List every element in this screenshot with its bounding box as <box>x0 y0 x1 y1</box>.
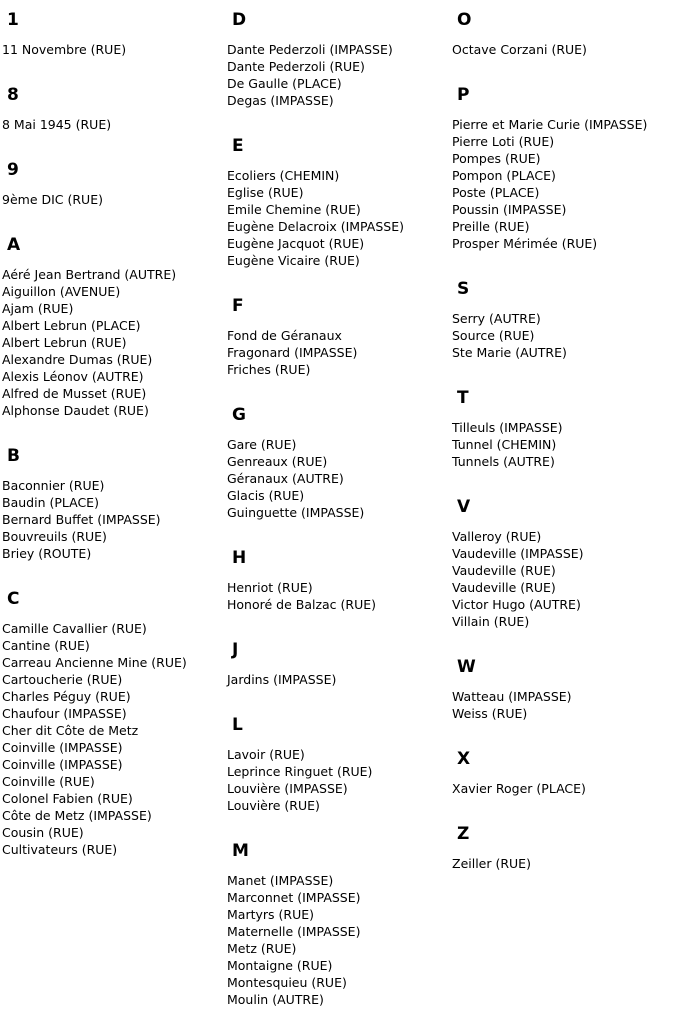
letter-section <box>450 824 675 872</box>
section-letter-heading: G <box>232 405 246 425</box>
street-entry: Guinguette (IMPASSE) <box>227 505 365 520</box>
street-entry-list <box>225 327 450 378</box>
street-entry: Gare (RUE) <box>227 437 297 452</box>
street-entry: Friches (RUE) <box>227 362 311 377</box>
street-entry-list <box>450 41 675 58</box>
section-letter-heading: Z <box>457 824 470 844</box>
letter-section <box>225 136 450 269</box>
street-entry: Coinville (RUE) <box>2 774 95 789</box>
street-entry: Poussin (IMPASSE) <box>452 202 567 217</box>
street-entry: Maternelle (IMPASSE) <box>227 924 361 939</box>
section-letter-heading: X <box>457 749 471 769</box>
street-entry: Honoré de Balzac (RUE) <box>227 597 377 612</box>
letter-section <box>0 85 225 133</box>
street-entry: Tunnel (CHEMIN) <box>452 437 557 452</box>
street-entry: Emile Chemine (RUE) <box>227 202 361 217</box>
street-entry: Martyrs (RUE) <box>227 907 314 922</box>
section-letter-heading: B <box>7 446 20 466</box>
section-letter-heading: D <box>232 10 247 30</box>
section-letter-heading: E <box>232 136 244 156</box>
street-entry-list <box>225 579 450 613</box>
street-entry-list <box>225 872 450 1008</box>
section-letter-heading: V <box>457 497 471 517</box>
street-entry: Vaudeville (RUE) <box>452 563 556 578</box>
street-entry: Ste Marie (AUTRE) <box>452 345 567 360</box>
street-entry: Aiguillon (AVENUE) <box>2 284 121 299</box>
street-entry: Vaudeville (IMPASSE) <box>452 546 584 561</box>
street-entry: Ecoliers (CHEMIN) <box>227 168 340 183</box>
letter-section <box>450 10 675 58</box>
street-entry: Victor Hugo (AUTRE) <box>452 597 581 612</box>
street-entry: Charles Péguy (RUE) <box>2 689 131 704</box>
street-entry: Watteau (IMPASSE) <box>452 689 572 704</box>
street-entry: Glacis (RUE) <box>227 488 305 503</box>
section-letter-heading: T <box>457 388 469 408</box>
street-entry: Pierre et Marie Curie (IMPASSE) <box>452 117 648 132</box>
street-entry: De Gaulle (PLACE) <box>227 76 342 91</box>
street-entry-list <box>450 528 675 630</box>
index-column <box>225 0 450 1008</box>
street-entry-list <box>450 780 675 797</box>
section-letter-heading: W <box>457 657 476 677</box>
section-letter-heading: 8 <box>7 85 19 105</box>
street-entry: Eglise (RUE) <box>227 185 304 200</box>
street-entry: Cantine (RUE) <box>2 638 90 653</box>
street-entry-list <box>225 746 450 814</box>
street-entry: Baudin (PLACE) <box>2 495 99 510</box>
street-entry: Eugène Jacquot (RUE) <box>227 236 365 251</box>
street-entry: Pierre Loti (RUE) <box>452 134 555 149</box>
street-entry: Poste (PLACE) <box>452 185 540 200</box>
letter-section <box>225 841 450 1008</box>
street-entry-list <box>225 167 450 269</box>
street-entry: Fond de Géranaux <box>227 328 342 343</box>
street-entry: Bernard Buffet (IMPASSE) <box>2 512 161 527</box>
letter-section <box>225 10 450 109</box>
letter-section <box>225 640 450 688</box>
street-entry: Lavoir (RUE) <box>227 747 305 762</box>
street-entry: Cartoucherie (RUE) <box>2 672 123 687</box>
street-entry-list <box>450 855 675 872</box>
street-entry: Cousin (RUE) <box>2 825 84 840</box>
street-entry: Cher dit Côte de Metz <box>2 723 139 738</box>
street-entry: Valleroy (RUE) <box>452 529 542 544</box>
street-entry: Cultivateurs (RUE) <box>2 842 118 857</box>
street-entry: Dante Pederzoli (IMPASSE) <box>227 42 393 57</box>
street-entry: Albert Lebrun (RUE) <box>2 335 127 350</box>
street-entry-list <box>450 116 675 252</box>
letter-section <box>225 548 450 613</box>
street-entry: Bouvreuils (RUE) <box>2 529 107 544</box>
street-entry: Colonel Fabien (RUE) <box>2 791 133 806</box>
street-entry: Montesquieu (RUE) <box>227 975 347 990</box>
street-entry: Aéré Jean Bertrand (AUTRE) <box>2 267 177 282</box>
street-entry-list <box>450 688 675 722</box>
street-entry: Xavier Roger (PLACE) <box>452 781 586 796</box>
street-entry: Alphonse Daudet (RUE) <box>2 403 149 418</box>
street-entry: Briey (ROUTE) <box>2 546 92 561</box>
street-entry: Source (RUE) <box>452 328 535 343</box>
section-letter-heading: F <box>232 296 244 316</box>
street-entry: 8 Mai 1945 (RUE) <box>2 117 112 132</box>
street-entry: Weiss (RUE) <box>452 706 528 721</box>
section-letter-heading: O <box>457 10 472 30</box>
street-entry: Montaigne (RUE) <box>227 958 333 973</box>
street-entry: 9ème DIC (RUE) <box>2 192 103 207</box>
section-letter-heading: C <box>7 589 20 609</box>
street-entry: Tilleuls (IMPASSE) <box>452 420 563 435</box>
letter-section <box>450 657 675 722</box>
letter-section <box>0 446 225 562</box>
street-entry: Pompes (RUE) <box>452 151 541 166</box>
street-entry: Marconnet (IMPASSE) <box>227 890 361 905</box>
street-entry: Preille (RUE) <box>452 219 530 234</box>
street-entry: Coinville (IMPASSE) <box>2 757 123 772</box>
street-entry-list <box>0 191 225 208</box>
street-entry: Octave Corzani (RUE) <box>452 42 587 57</box>
letter-section <box>450 279 675 361</box>
letter-section <box>225 405 450 521</box>
letter-section <box>450 497 675 630</box>
section-letter-heading: A <box>7 235 21 255</box>
street-entry: Vaudeville (RUE) <box>452 580 556 595</box>
street-entry: Serry (AUTRE) <box>452 311 541 326</box>
street-entry: Villain (RUE) <box>452 614 530 629</box>
section-letter-heading: P <box>457 85 470 105</box>
street-entry: Baconnier (RUE) <box>2 478 105 493</box>
street-entry: Jardins (IMPASSE) <box>227 672 337 687</box>
section-letter-heading: L <box>232 715 243 735</box>
street-entry: Dante Pederzoli (RUE) <box>227 59 365 74</box>
letter-section <box>225 715 450 814</box>
street-entry: Louvière (RUE) <box>227 798 320 813</box>
index-column <box>450 0 675 872</box>
street-entry: Géranaux (AUTRE) <box>227 471 344 486</box>
street-entry: Carreau Ancienne Mine (RUE) <box>2 655 187 670</box>
street-entry: Eugène Vicaire (RUE) <box>227 253 360 268</box>
street-entry-list <box>0 116 225 133</box>
street-entry: Côte de Metz (IMPASSE) <box>2 808 152 823</box>
street-entry: Genreaux (RUE) <box>227 454 328 469</box>
street-entry: Alexis Léonov (AUTRE) <box>2 369 144 384</box>
street-entry-list <box>450 419 675 470</box>
street-entry-list <box>0 620 225 858</box>
street-entry: Coinville (IMPASSE) <box>2 740 123 755</box>
section-letter-heading: 9 <box>7 160 19 180</box>
section-letter-heading: J <box>232 640 239 660</box>
street-entry: Louvière (IMPASSE) <box>227 781 348 796</box>
index-column <box>0 0 225 858</box>
street-entry: Fragonard (IMPASSE) <box>227 345 358 360</box>
section-letter-heading: M <box>232 841 249 861</box>
street-entry-list <box>450 310 675 361</box>
street-entry: Camille Cavallier (RUE) <box>2 621 147 636</box>
street-entry: Eugène Delacroix (IMPASSE) <box>227 219 404 234</box>
letter-section <box>450 388 675 470</box>
street-entry: Alfred de Musset (RUE) <box>2 386 147 401</box>
street-entry: Leprince Ringuet (RUE) <box>227 764 373 779</box>
street-entry-list <box>225 436 450 521</box>
street-entry: Alexandre Dumas (RUE) <box>2 352 153 367</box>
letter-section <box>0 160 225 208</box>
street-entry-list <box>0 266 225 419</box>
section-letter-heading: H <box>232 548 247 568</box>
street-entry: Metz (RUE) <box>227 941 297 956</box>
street-entry: Degas (IMPASSE) <box>227 93 334 108</box>
section-letter-heading: 1 <box>7 10 19 30</box>
street-entry: Tunnels (AUTRE) <box>452 454 555 469</box>
letter-section <box>0 235 225 419</box>
street-entry: Henriot (RUE) <box>227 580 313 595</box>
street-entry: 11 Novembre (RUE) <box>2 42 127 57</box>
street-entry: Zeiller (RUE) <box>452 856 531 871</box>
street-entry: Pompon (PLACE) <box>452 168 556 183</box>
section-letter-heading: S <box>457 279 470 299</box>
letter-section <box>225 296 450 378</box>
street-entry: Ajam (RUE) <box>2 301 74 316</box>
street-entry: Manet (IMPASSE) <box>227 873 334 888</box>
letter-section <box>0 589 225 858</box>
street-entry-list <box>225 671 450 688</box>
street-entry-list <box>225 41 450 109</box>
street-entry: Prosper Mérimée (RUE) <box>452 236 598 251</box>
letter-section <box>450 749 675 797</box>
street-entry: Moulin (AUTRE) <box>227 992 324 1007</box>
street-entry-list <box>0 41 225 58</box>
street-entry: Albert Lebrun (PLACE) <box>2 318 141 333</box>
street-entry: Chaufour (IMPASSE) <box>2 706 127 721</box>
letter-section <box>0 10 225 58</box>
street-entry-list <box>0 477 225 562</box>
letter-section <box>450 85 675 252</box>
